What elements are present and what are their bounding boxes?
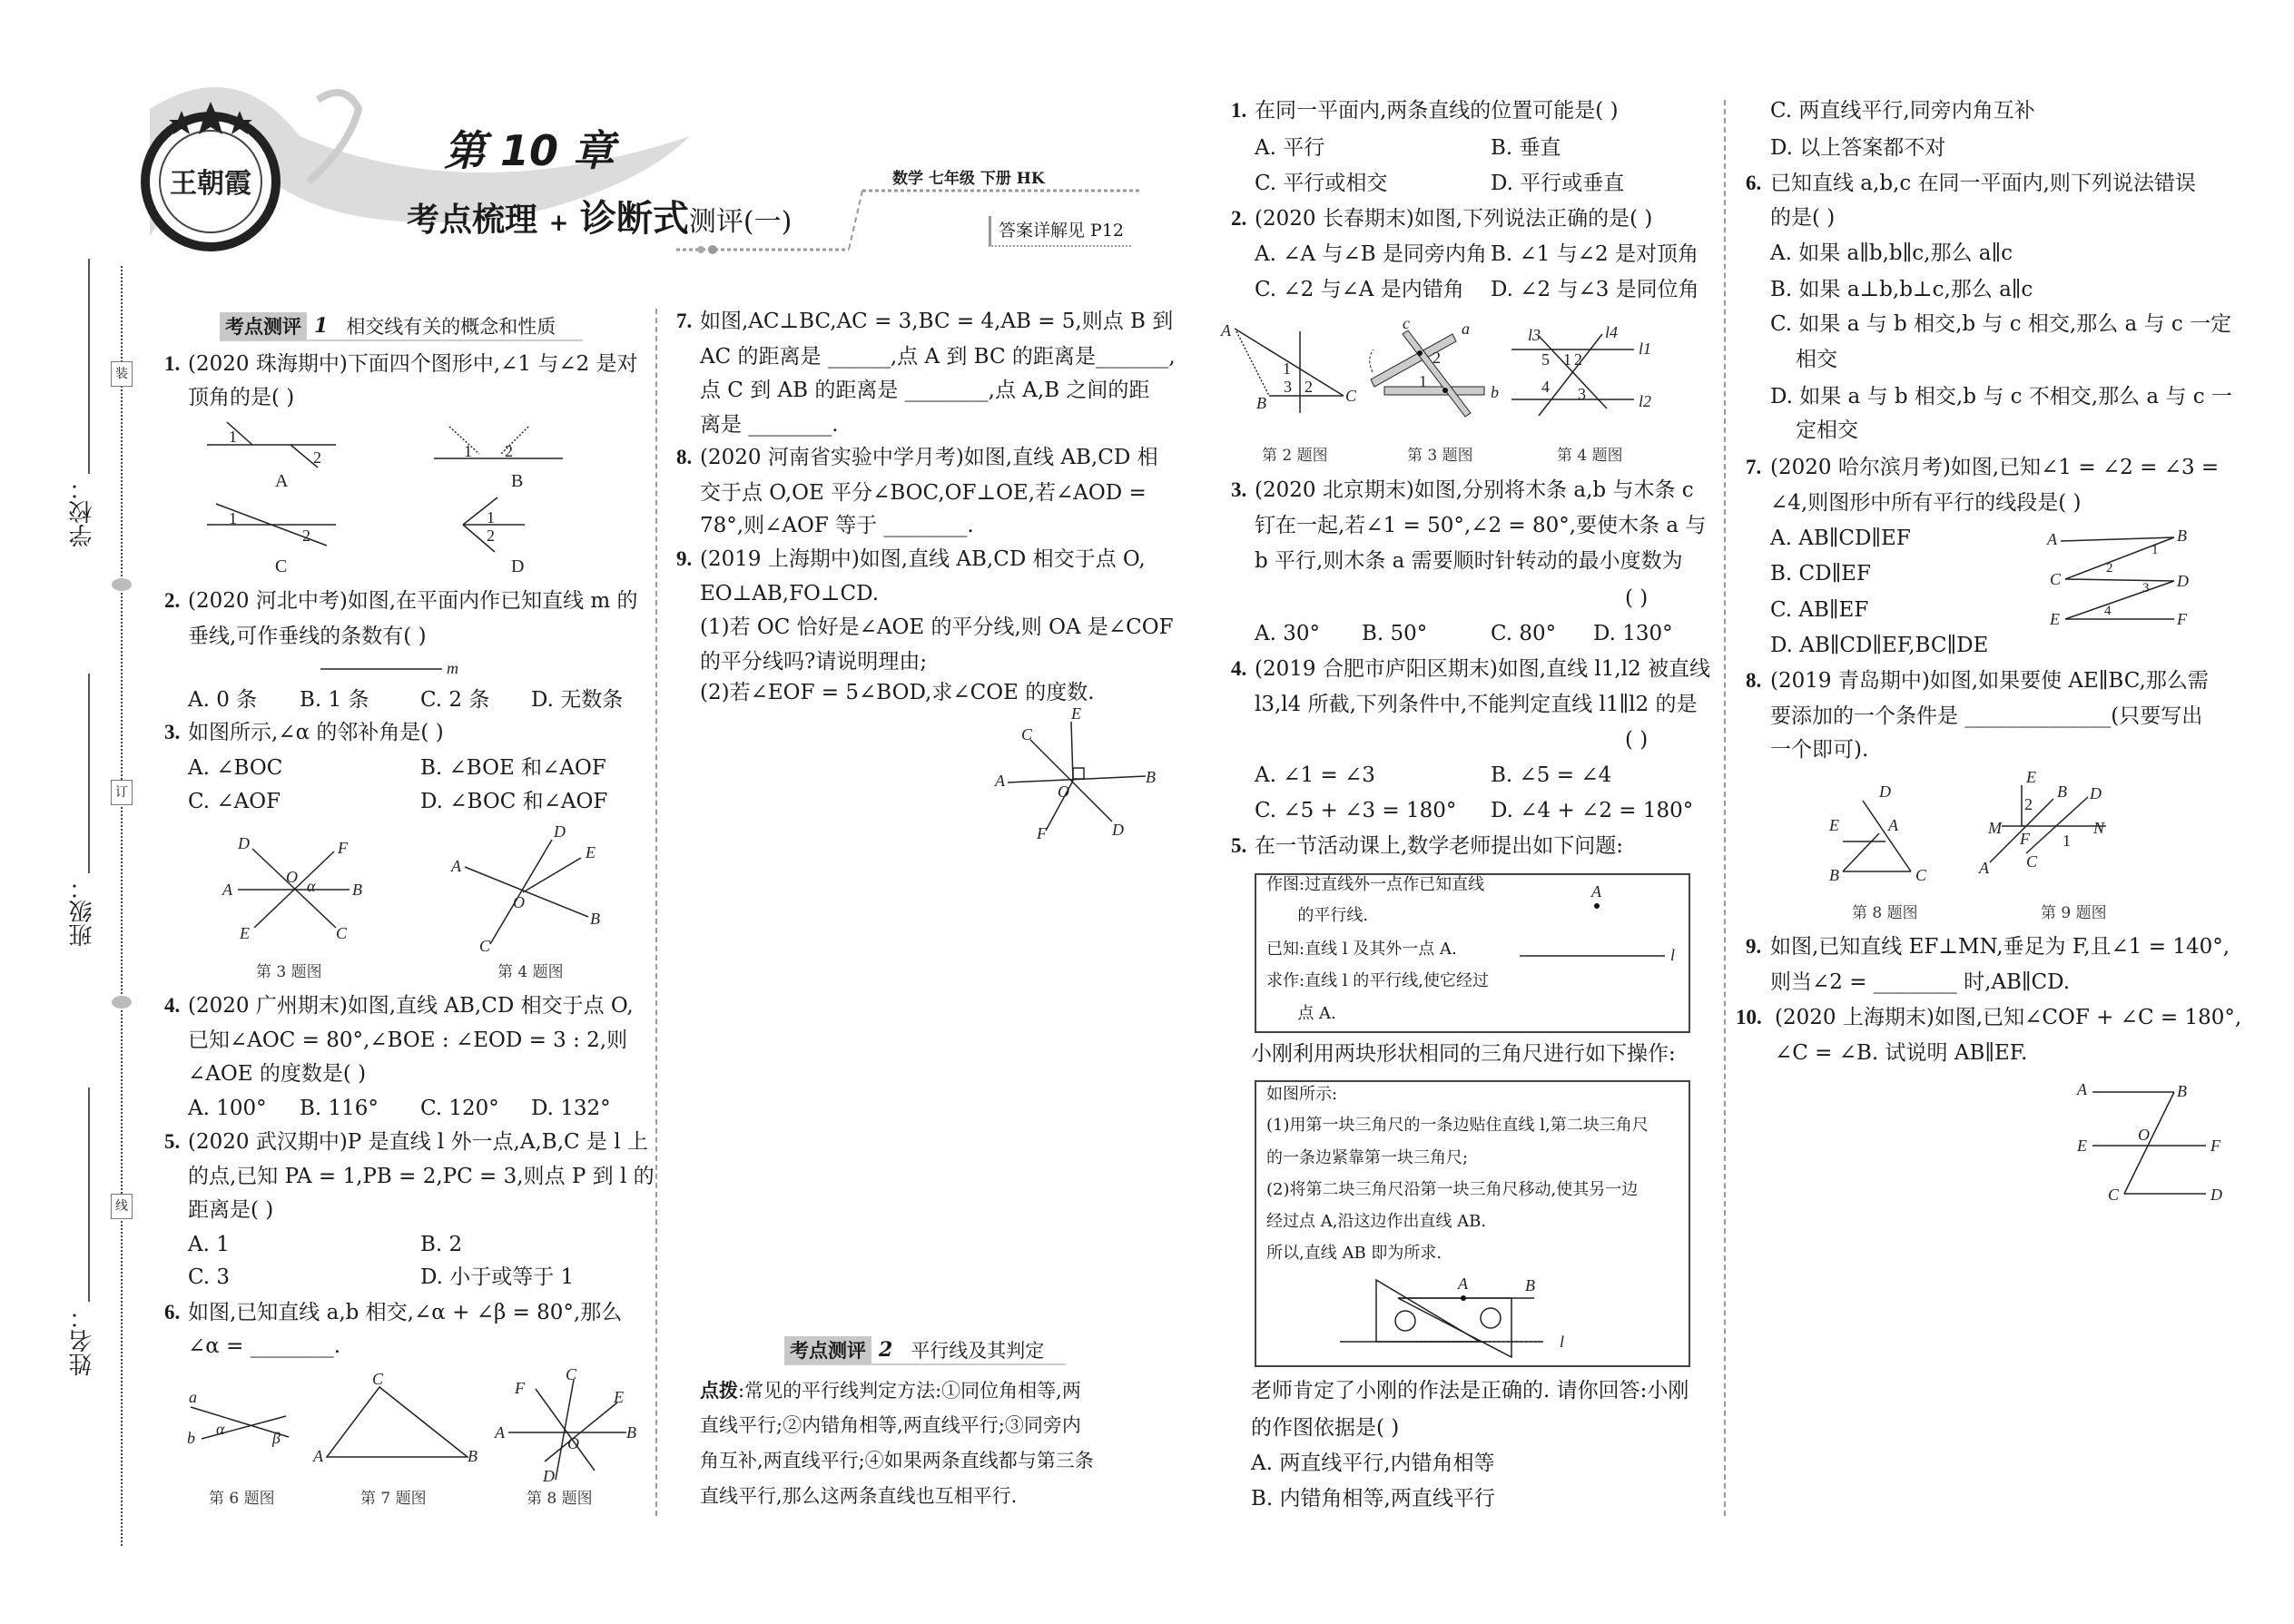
svg-text:C: C [566, 1365, 577, 1383]
margin-circle-icon [112, 578, 132, 591]
svg-text:B: B [1256, 394, 1266, 412]
question-number: 7. [676, 310, 693, 332]
svg-text:F: F [338, 839, 348, 857]
svg-text:F: F [515, 1379, 525, 1397]
figure-caption: 第 2 题图 [1262, 447, 1328, 465]
svg-text:C: C [479, 937, 491, 955]
question-text: 顶角的是( ) [188, 386, 295, 409]
svg-text:C: C [2050, 570, 2062, 588]
option: C. 120° [420, 1097, 499, 1120]
svg-text:O: O [1058, 782, 1069, 801]
chapter-title: 第 10 章 [444, 126, 615, 175]
svg-text:4: 4 [1541, 378, 1550, 396]
question-text: (2019 青岛期中)如图,如果要使 AE∥BC,那么需 [1770, 669, 2209, 693]
svg-text:O: O [2138, 1126, 2150, 1144]
question-number: 9. [676, 547, 693, 570]
svg-text:2: 2 [1305, 378, 1313, 396]
svg-text:A: A [2047, 530, 2057, 548]
svg-text:c: c [1403, 314, 1410, 332]
section-number: 1 [309, 314, 333, 338]
svg-text:α: α [307, 877, 316, 895]
option: D. 如果 a 与 b 相交,b 与 c 不相交,那么 a 与 c 一 [1770, 385, 2232, 408]
option: B. 如果 a⊥b,b⊥c,那么 a∥c [1770, 278, 2033, 301]
name-label: 姓名： [69, 1305, 96, 1376]
question-number: 1. [164, 352, 181, 375]
option: C. 平行或相交 [1255, 172, 1388, 195]
box-text: 如图所示: [1266, 1085, 1338, 1104]
option: C. 80° [1491, 622, 1557, 645]
question-text: EO⊥AB,FO⊥CD. [700, 582, 880, 605]
svg-text:1: 1 [2063, 832, 2071, 850]
svg-text:C: C [1021, 725, 1033, 743]
svg-text:l2: l2 [1639, 392, 1652, 410]
svg-text:b: b [1491, 383, 1499, 401]
question-number: 6. [164, 1301, 181, 1324]
option: C. 3 [188, 1265, 231, 1289]
svg-text:D: D [1879, 782, 1891, 801]
option: D. 小于或等于 1 [420, 1265, 575, 1289]
svg-text:A: A [451, 857, 461, 875]
option: D. AB∥CD∥EF,BC∥DE [1770, 634, 1989, 657]
option: A. 30° [1255, 622, 1320, 645]
fig6-7-8 [191, 1380, 626, 1480]
option: B. 垂直 [1491, 136, 1561, 160]
svg-text:α: α [216, 1420, 225, 1438]
svg-text:1: 1 [487, 508, 495, 527]
question-text: 交于点 O,OE 平分∠BOC,OF⊥OE,若∠AOD = [700, 481, 1147, 505]
svg-text:b: b [187, 1429, 195, 1447]
svg-text:D: D [2177, 572, 2189, 590]
svg-text:l: l [1560, 1333, 1565, 1351]
option: B. 116° [300, 1097, 379, 1120]
question-text: 已知∠AOC = 80°,∠BOE : ∠EOD = 3 : 2,则 [188, 1029, 628, 1052]
question-number: 5. [164, 1130, 181, 1153]
title-part: 诊断式 [579, 197, 689, 240]
svg-text:D: D [1112, 821, 1124, 839]
svg-text:D: D [543, 1467, 555, 1485]
question-text: 的是( ) [1770, 206, 1836, 230]
question-number: 8. [1746, 669, 1762, 692]
question-number: 3. [1231, 478, 1247, 501]
svg-text:1: 1 [229, 509, 237, 527]
section-header-2 [784, 1336, 1066, 1365]
svg-text:B: B [468, 1447, 478, 1465]
svg-text:C: C [1345, 387, 1357, 405]
tip-line: :常见的平行线判定方法:①同位角相等,两 [738, 1380, 1081, 1402]
svg-text:王朝霞: 王朝霞 [170, 169, 251, 199]
question-text: 的平分线吗?请说明理由; [700, 650, 928, 674]
option: D. 以上答案都不对 [1770, 136, 1946, 160]
question-text: 已知直线 a,b,c 在同一平面内,则下列说法错误 [1770, 172, 2196, 195]
svg-text:A: A [1979, 859, 1989, 877]
question-text: 小刚利用两块形状相同的三角尺进行如下操作: [1251, 1042, 1676, 1066]
title-part: 考点梳理 [407, 201, 538, 239]
figure-caption: 第 4 题图 [1557, 447, 1623, 465]
svg-text:E: E [586, 843, 596, 861]
question-text: (2020 河北中考)如图,在平面内作已知直线 m 的 [188, 589, 638, 613]
svg-text:D: D [2090, 784, 2102, 802]
svg-text:2: 2 [313, 448, 321, 467]
fig4-intersecting-lines [465, 840, 588, 944]
option: A. ∠1 = ∠3 [1255, 763, 1375, 787]
svg-text:l: l [1670, 946, 1676, 964]
question-text: AC 的距离是 ______,点 A 到 BC 的距离是_______, [700, 345, 1176, 369]
svg-text:D: D [511, 556, 525, 576]
question-number: 8. [676, 446, 693, 468]
svg-text:C: C [1915, 866, 1927, 884]
option: C. ∠5 + ∠3 = 180° [1255, 799, 1457, 822]
svg-text:C: C [372, 1370, 384, 1388]
svg-text:D: D [2210, 1186, 2222, 1204]
svg-text:A: A [313, 1447, 323, 1465]
question-number: 3. [164, 721, 181, 743]
question-text: ∠α = ________. [188, 1334, 341, 1358]
tip-line: 直线平行;②内错角相等,两直线平行;③同旁内 [700, 1414, 1081, 1436]
question-text: 则当∠2 = ________ 时,AB∥CD. [1770, 970, 2071, 994]
question-text: ∠4,则图形中所有平行的线段是( ) [1770, 491, 2082, 515]
svg-text:1: 1 [229, 428, 237, 446]
section-number: 2 [873, 1338, 898, 1362]
column-divider [1724, 100, 1726, 1516]
fig3-intersecting-lines [238, 849, 350, 928]
svg-text:1: 1 [464, 442, 472, 460]
option: A. 100° [188, 1097, 267, 1120]
svg-text:A: A [222, 881, 232, 899]
question-text: (2020 珠海期中)下面四个图形中,∠1 与∠2 是对 [188, 352, 638, 376]
svg-text:B: B [1525, 1276, 1535, 1294]
option: A. 两直线平行,内错角相等 [1251, 1452, 1495, 1475]
svg-text:E: E [2077, 1137, 2087, 1155]
svg-text:2: 2 [302, 527, 310, 545]
answer-paren: ( ) [1625, 728, 1649, 752]
column-divider [655, 309, 657, 1516]
question-text: 如图,已知直线 EF⊥MN,垂足为 F,且∠1 = 140°, [1770, 935, 2230, 959]
question-text: 78°,则∠AOF 等于 ________. [700, 514, 974, 537]
box-text: 点 A. [1266, 1004, 1336, 1023]
option: A. 如果 a∥b,b∥c,那么 a∥c [1770, 241, 2013, 265]
question-text: 的点,已知 PA = 1,PB = 2,PC = 3,则点 P 到 l 的 [188, 1165, 655, 1188]
option: D. 130° [1593, 622, 1673, 645]
svg-text:E: E [614, 1388, 624, 1406]
figure-caption: 第 4 题图 [497, 963, 564, 981]
option: C. 如果 a 与 b 相交,b 与 c 相交,那么 a 与 c 一定 [1770, 312, 2232, 336]
figure-caption: 第 9 题图 [2041, 904, 2107, 922]
svg-text:B: B [2177, 527, 2187, 545]
figure-caption: 第 3 题图 [1407, 447, 1473, 465]
svg-text:D: D [554, 822, 566, 841]
svg-text:F: F [2020, 830, 2030, 848]
svg-text:a: a [1462, 320, 1470, 338]
option: C. AB∥EF [1770, 598, 1869, 622]
svg-text:F: F [1037, 824, 1047, 842]
question-text: 如图,AC⊥BC,AC = 3,BC = 4,AB = 5,则点 B 到 [700, 310, 1174, 333]
svg-text:A: A [1458, 1275, 1468, 1293]
svg-text:4: 4 [2104, 604, 2112, 618]
svg-text:β: β [272, 1429, 281, 1447]
question-text: (2020 长春期末)如图,下列说法正确的是( ) [1255, 207, 1653, 231]
svg-text:3: 3 [1284, 378, 1292, 396]
svg-text:A: A [1221, 321, 1231, 340]
svg-text:B: B [626, 1423, 636, 1442]
c4-fig8 [1843, 801, 1911, 871]
answer-reference: 答案详解见 P12 [989, 216, 1131, 247]
svg-text:M: M [1988, 819, 2002, 837]
question-number: 7. [1746, 456, 1762, 478]
box-text: (2)将第二块三角尺沿第一块三角尺移动,使其另一边 [1266, 1180, 1639, 1199]
svg-text:3: 3 [1578, 385, 1586, 403]
question-text: 垂线,可作垂线的条数有( ) [188, 625, 427, 648]
option: D. 平行或垂直 [1491, 172, 1625, 195]
svg-text:l4: l4 [1605, 323, 1619, 341]
svg-text:A: A [2077, 1080, 2087, 1098]
question-text: 如图,已知直线 a,b 相交,∠α + ∠β = 80°,那么 [188, 1301, 623, 1324]
question-text: l3,l4 所截,下列条件中,不能判定直线 l1∥l2 的是 [1255, 693, 1698, 716]
c3-fig4-lines [1511, 334, 1634, 416]
question-text: 在同一平面内,两条直线的位置可能是( ) [1255, 99, 1619, 123]
box-text: 求作:直线 l 的平行线,使它经过 [1266, 971, 1489, 990]
svg-text:B: B [2057, 782, 2067, 801]
seal-mark: 装 [111, 361, 133, 387]
option: A. 1 [188, 1233, 230, 1256]
question-text: 距离是( ) [188, 1198, 274, 1222]
option: C. ∠2 与∠A 是内错角 [1255, 278, 1464, 301]
question-text: 老师肯定了小刚的作法是正确的. 请你回答:小刚 [1251, 1379, 1689, 1403]
section-title: 平行线及其判定 [911, 1340, 1045, 1362]
svg-text:A: A [995, 772, 1005, 790]
svg-text:5: 5 [1541, 350, 1550, 369]
question-number: 1. [1231, 99, 1247, 122]
svg-text:E: E [1829, 816, 1839, 834]
svg-text:2: 2 [1433, 349, 1441, 367]
question-text: ∠AOE 的度数是( ) [188, 1062, 367, 1086]
option: D. 无数条 [531, 688, 624, 712]
svg-text:1: 1 [2151, 543, 2159, 557]
svg-text:D: D [238, 834, 250, 852]
svg-text:E: E [2050, 610, 2060, 628]
title-plus: + [548, 210, 569, 237]
svg-text:3: 3 [2142, 581, 2150, 595]
svg-text:B: B [2177, 1082, 2187, 1100]
svg-text:B: B [590, 910, 600, 928]
option: B. 内错角相等,两直线平行 [1251, 1487, 1495, 1511]
box-text: (1)用第一块三角尺的一条边贴住直线 l,第二块三角尺 [1266, 1116, 1649, 1135]
section-title: 相交线有关的概念和性质 [346, 316, 556, 338]
seal-mark: 订 [111, 780, 133, 805]
svg-text:C: C [2026, 852, 2038, 871]
tip-line: 直线平行,那么这两条直线也互相平行. [700, 1485, 1018, 1507]
svg-text:a: a [189, 1388, 197, 1406]
question-text: 钉在一起,若∠1 = 50°,∠2 = 80°,要使木条 a 与 [1255, 514, 1707, 537]
svg-text:O: O [567, 1434, 579, 1452]
option: B. CD∥EF [1770, 562, 1871, 586]
option: D. ∠2 与∠3 是同位角 [1491, 278, 1699, 301]
box-text: 所以,直线 AB 即为所求. [1266, 1244, 1442, 1263]
svg-text:A: A [275, 471, 289, 491]
option: B. 2 [420, 1233, 463, 1256]
option: C. 2 条 [420, 688, 490, 712]
question-text: 离是 ________. [700, 413, 839, 437]
svg-text:N: N [2093, 819, 2105, 837]
question-text: (2020 武汉期中)P 是直线 l 外一点,A,B,C 是 l 上 [188, 1130, 648, 1154]
option: A. ∠BOC [188, 756, 283, 780]
box-text: 作图:过直线外一点作已知直线 [1266, 875, 1485, 894]
figure-caption: 第 3 题图 [256, 963, 322, 981]
box-text: 的一条边紧靠第一块三角尺; [1266, 1148, 1469, 1167]
question-text: (2019 上海期中)如图,直线 AB,CD 相交于点 O, [700, 547, 1146, 571]
option: D. ∠4 + ∠2 = 180° [1491, 799, 1694, 822]
svg-text:1: 1 [1563, 350, 1571, 369]
option: A. AB∥CD∥EF [1770, 527, 1911, 550]
option: C. 两直线平行,同旁内角互补 [1770, 99, 2035, 123]
margin-circle-icon [112, 996, 132, 1009]
svg-text:2: 2 [505, 442, 513, 460]
svg-text:1: 1 [1419, 372, 1427, 390]
question-number: 4. [164, 994, 181, 1017]
svg-text:2: 2 [2106, 561, 2113, 576]
option: B. 1 条 [300, 688, 369, 712]
svg-text:A: A [495, 1423, 505, 1442]
svg-text:C: C [336, 924, 348, 942]
option: C. ∠AOF [188, 790, 281, 813]
subject-meta: 数学 七年级 下册 HK [892, 170, 1045, 188]
question-text: 的作图依据是( ) [1251, 1416, 1400, 1440]
question-text: 一个即可). [1770, 738, 1869, 762]
svg-text:l1: l1 [1639, 340, 1652, 358]
question-text: (2020 广州期末)如图,直线 AB,CD 相交于点 O, [188, 994, 634, 1018]
question-text: (2019 合肥市庐阳区期末)如图,直线 l1,l2 被直线 [1255, 657, 1711, 681]
svg-text:1: 1 [1283, 359, 1291, 378]
svg-text:F: F [2210, 1137, 2220, 1155]
question-text: 如图所示,∠α 的邻补角是( ) [188, 721, 444, 744]
question-text: 在一节活动课上,数学老师提出如下问题: [1255, 834, 1624, 858]
question-number: 6. [1746, 172, 1762, 194]
svg-text:B: B [352, 881, 362, 899]
question-text: b 平行,则木条 a 需要顺时针转动的最小度数为 [1255, 549, 1683, 573]
svg-text:2: 2 [1574, 350, 1582, 369]
question-text: (1)若 OC 恰好是∠AOE 的平分线,则 OA 是∠COF [700, 615, 1174, 639]
title-part: 测评(一) [688, 206, 793, 238]
question-number: 9. [1746, 935, 1762, 958]
question-text: 点 C 到 AB 的距离是 ________,点 A,B 之间的距 [700, 379, 1150, 402]
page-title [407, 197, 793, 242]
question-number: 5. [1231, 834, 1247, 857]
answer-paren: ( ) [1625, 586, 1649, 610]
box-text: 已知:直线 l 及其外一点 A. [1266, 940, 1457, 959]
svg-text:B: B [1829, 866, 1839, 884]
tip-line: 角互补,两直线平行;④如果两条直线都与第三条 [700, 1450, 1094, 1471]
question-text: (2020 上海期末)如图,已知∠COF + ∠C = 180°, [1775, 1006, 2242, 1029]
question-number: 2. [1231, 207, 1247, 230]
option: 相交 [1796, 348, 1837, 371]
section-header-1 [220, 312, 583, 341]
svg-text:B: B [511, 471, 524, 491]
seal-mark: 线 [111, 1194, 133, 1219]
question-text: (2020 北京期末)如图,分别将木条 a,b 与木条 c [1255, 478, 1694, 502]
svg-text:O: O [286, 868, 298, 886]
box-text: 的平行线. [1266, 906, 1369, 925]
svg-text:2: 2 [487, 527, 495, 545]
question-text: 要添加的一个条件是 ______________(只要写出 [1770, 704, 2203, 728]
svg-text:B: B [1146, 768, 1156, 786]
figure-caption: 第 8 题图 [1852, 904, 1918, 922]
c4-fig9 [1990, 785, 2106, 862]
question-text: (2)若∠EOF = 5∠BOD,求∠COE 的度数. [700, 681, 1095, 704]
svg-text:E: E [2026, 768, 2036, 786]
svg-text:E: E [240, 924, 250, 942]
option: D. ∠BOC 和∠AOF [420, 790, 608, 813]
svg-text:2: 2 [2024, 795, 2033, 813]
svg-text:C: C [275, 556, 288, 576]
box-text: 经过点 A,沿这边作出直线 AB. [1266, 1212, 1487, 1231]
figure-caption: 第 8 题图 [527, 1490, 593, 1508]
option: A. ∠A 与∠B 是同旁内角 [1255, 242, 1487, 266]
option: B. ∠1 与∠2 是对顶角 [1491, 242, 1698, 266]
section-tag: 考点测评 [784, 1336, 871, 1363]
class-label: 班级： [69, 876, 96, 947]
option: 定相交 [1796, 418, 1858, 442]
figure-caption: 第 7 题图 [360, 1490, 427, 1508]
svg-text:A: A [1591, 882, 1601, 901]
question-number: 2. [164, 589, 181, 612]
svg-text:l3: l3 [1528, 326, 1541, 344]
option: A. 0 条 [188, 688, 258, 712]
section-tag: 考点测评 [220, 312, 307, 340]
question-text: ∠C = ∠B. 试说明 AB∥EF. [1775, 1041, 2028, 1065]
question-number: 4. [1231, 657, 1247, 680]
figure-caption: 第 6 题图 [209, 1490, 275, 1508]
option: B. 50° [1362, 622, 1428, 645]
option: A. 平行 [1255, 136, 1325, 160]
option: B. ∠5 = ∠4 [1491, 763, 1612, 787]
tip-text [700, 1378, 1081, 1403]
question-text: (2020 哈尔滨月考)如图,已知∠1 = ∠2 = ∠3 = [1770, 456, 2220, 479]
svg-text:F: F [2177, 610, 2187, 628]
option: D. 132° [531, 1097, 611, 1120]
tip-label: 点拨 [700, 1379, 738, 1402]
svg-text:C: C [2108, 1186, 2120, 1204]
svg-text:O: O [513, 893, 525, 911]
svg-text:E: E [1071, 704, 1081, 723]
school-label: 学校： [69, 477, 96, 547]
svg-text:m: m [447, 659, 458, 677]
question-number: 10. [1736, 1006, 1762, 1029]
option: B. ∠BOE 和∠AOF [420, 756, 606, 780]
svg-text:A: A [1888, 816, 1898, 834]
question-text: (2020 河南省实验中学月考)如图,直线 AB,CD 相 [700, 446, 1158, 469]
